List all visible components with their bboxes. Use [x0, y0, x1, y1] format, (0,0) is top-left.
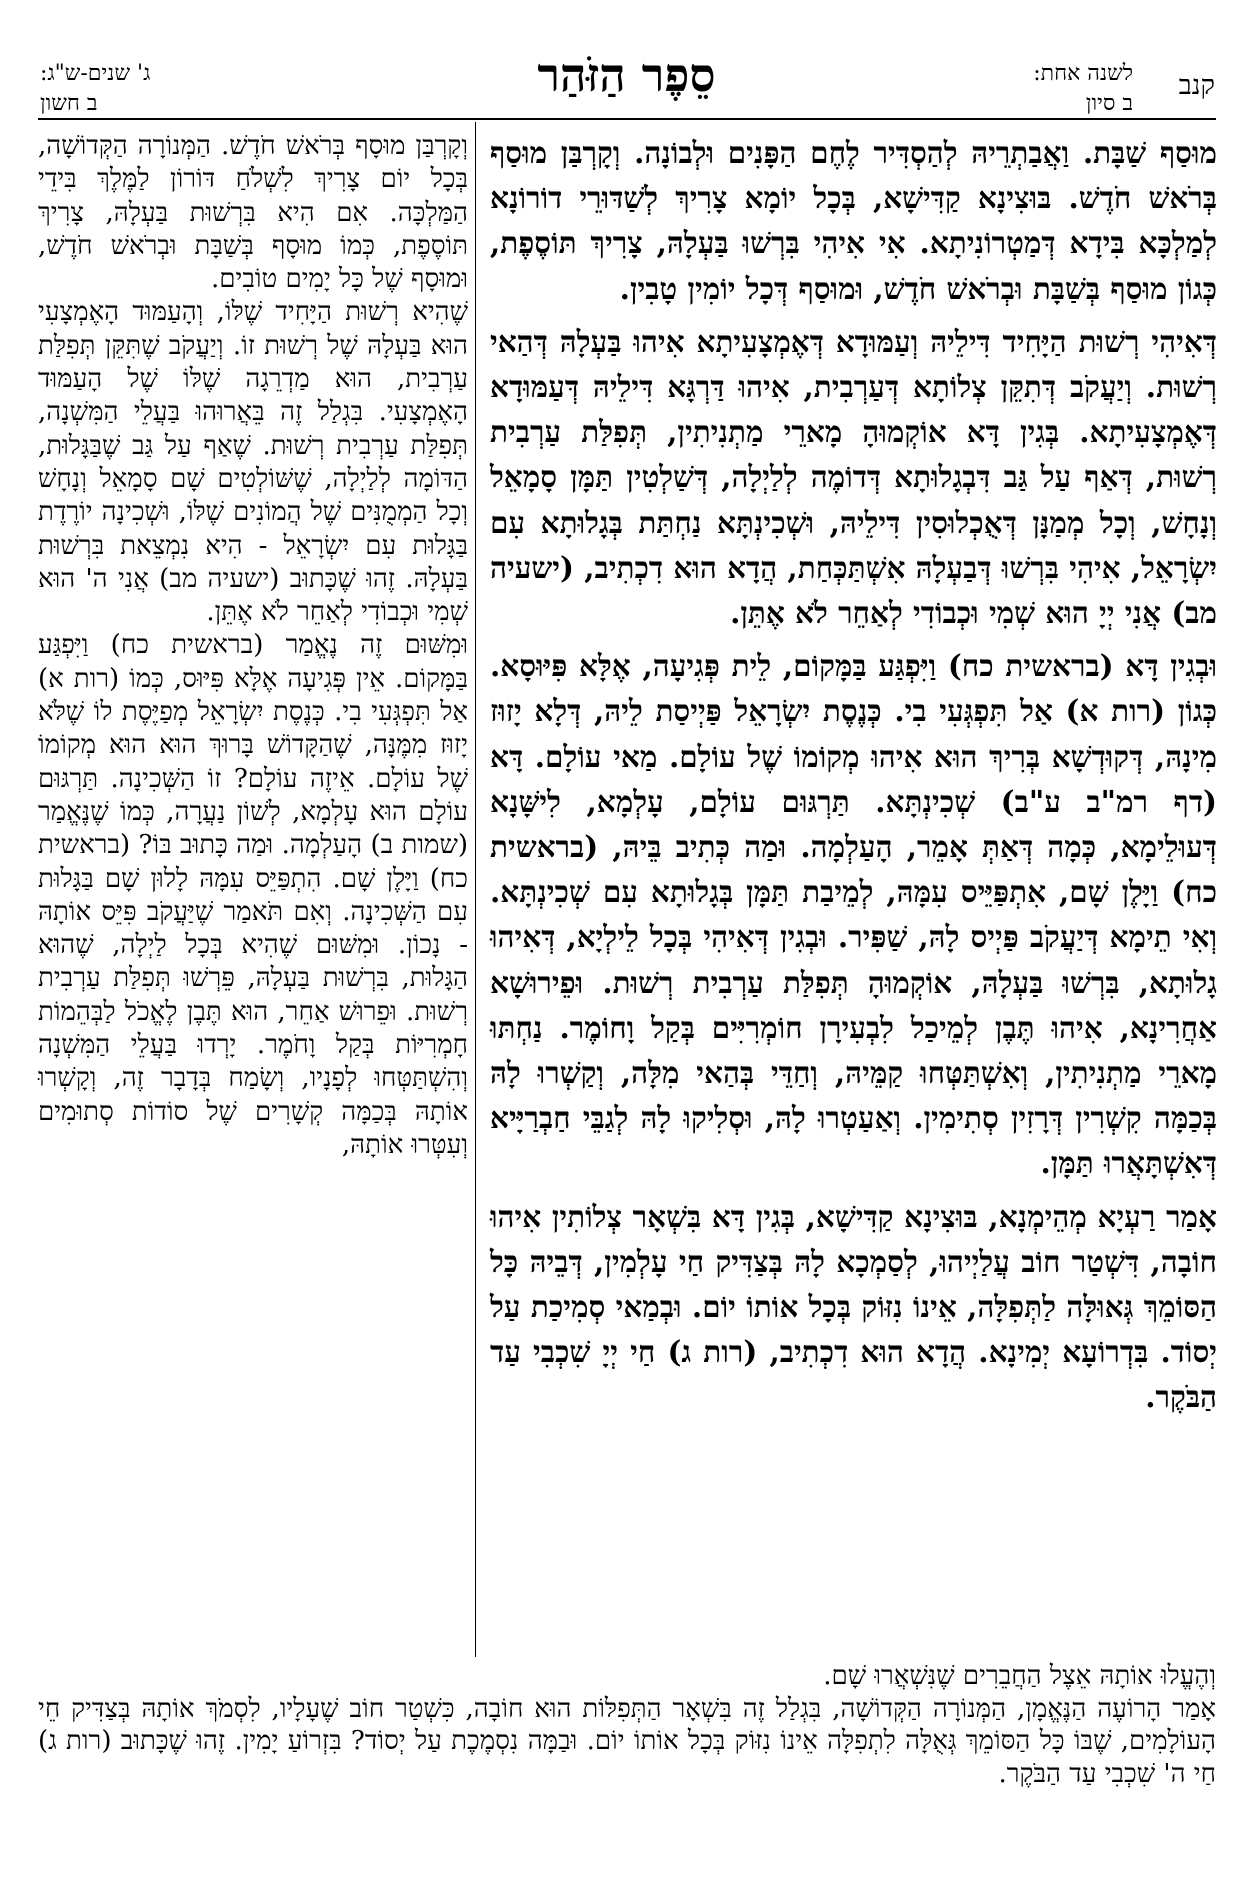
main-paragraph: מוּסַף שַׁבָּת. וַאֲבַתְרֵיהּ לְהַסְדִּיר לֶחֶם הַפָּנִים וּלְבוֹנָה. וְקָרְבַּן מוּסַף בְּרֹאשׁ חֹדֶשׁ. בּוּצִינָא קַדִּישָׁא, בְּכָל יוֹמָא צָרִיךְ לְשַׁדּוּרֵי דוֹרוֹנָא לְמַלְכָּא בִּידָא דְּמַטְרוֹנִיתָא. אִי אִיהִי בִּרְשׁוּ בַּעְלָהּ, צָרִיךְ תּוֹסֶפֶת, כְּגוֹן מוּסַף בְּשַׁבָּת וּבְרֹאשׁ חֹדֶשׁ, וּמוּסַף דְּכָל יוֹמִין טָבִין.	[490, 135, 1217, 306]
page-number: קנב	[1178, 70, 1215, 101]
bottom-paragraph: אָמַר הָרוֹעֶה הַנֶּאֱמָן, הַמְּנוֹרָה הַקְּדוֹשָׁה, בִּגְלַל זֶה בִּשְׁאָר הַתְּפִלּוֹת הוּא חוֹבָה, כִּשְׁטַר חוֹב שֶׁעָלָיו, לִסְמֹךְ אוֹתָהּ בְּצַדִּיק חֵי הָעוֹלָמִים, שֶׁבּוֹ כָּל הַסּוֹמֵךְ גְּאֻלָּה לִתְפִלָּה אֵינוֹ נִזּוֹק בְּכָל אוֹתוֹ יוֹם. וּבַמָּה נִסְמֶכֶת עַל יְסוֹד? בִּזְרוֹעַ יָמִין. זֶהוּ שֶׁכָּתוּב (רות ג) חַי ה' שִׁכְבִי עַד הַבֹּקֶר.	[38, 1693, 1216, 1789]
header-rule	[38, 118, 1216, 120]
three-year-cycle-label: ג' שנים-ש"ג:	[40, 61, 151, 86]
side-paragraph: שֶׁהִיא רְשׁוּת הַיָּחִיד שֶׁלּוֹ, וְהָעַמּוּד הָאֶמְצָעִי הוּא בַּעְלָהּ שֶׁל רְשׁוּת זוֹ. וְיַעֲקֹב שֶׁתִּקֵּן תְּפִלַּת עַרְבִית, הוּא מַדְרֵגָה שֶׁלּוֹ שֶׁל הָעַמּוּד הָאֶמְצָעִי. בִּגְלַל זֶה בֵּאֲרוּהוּ בַּעֲלֵי הַמִּשְׁנָה, תְּפִלַּת עַרְבִית רְשׁוּת. שֶׁאַף עַל גַּב שֶׁבַּגָּלוּת, הַדּוֹמָה לְלַיְלָה, שֶׁשּׁוֹלְטִים שָׁם סָמָאֵל וְנָחָשׁ וְכָל הַמְמֻנִּים שֶׁל הֲמוֹנִים שֶׁלּוֹ, וּשְׁכִינָה יוֹרֶדֶת בַּגָּלוּת עִם יִשְׂרָאֵל - הִיא נִמְצֵאת בִּרְשׁוּת בַּעְלָהּ. זֶהוּ שֶׁכָּתוּב (ישעיה מב) אֲנִי ה' הוּא שְׁמִי וּכְבוֹדִי לְאַחֵר לֹא אֶתֵּן.	[38, 297, 468, 628]
study-date-left: ב חשון	[40, 91, 98, 116]
bottom-translation-block	[38, 1660, 1216, 1790]
main-paragraph: דְּאִיהִי רְשׁוּת הַיָּחִיד דִּילֵיהּ וְעַמּוּדָא דְּאֶמְצָעִיתָא אִיהוּ בַּעְלָהּ דְּהַאי רְשׁוּת. וְיַעֲקֹב דְּתִקֵּן צְלוֹתָא דְּעַרְבִית, אִיהוּ דַּרְגָּא דִּילֵיהּ דְּעַמּוּדָא דְּאֶמְצָעִיתָא. בְּגִין דָּא אוֹקְמוּהָ מָארֵי מַתְנִיתִין, תְּפִלַּת עַרְבִית רְשׁוּת, דְּאַף עַל גַּב דִּבְגָלוּתָא דְּדוֹמֶה לְלַיְלָה, דְּשַׁלְטִין תַּמָּן סָמָאֵל וְנָחָשׁ, וְכָל מְמַנָּן דְּאֻכְלוּסִין דִּילֵיהּ, וּשְׁכִינְתָּא נַחְתַּת בְּגָלוּתָא עִם יִשְׂרָאֵל, אִיהִי בִּרְשׁוּ דְּבַעְלָהּ אִשְׁתַּכְּחַת, הֲדָא הוּא דִכְתִיב, (ישעיה מב) אֲנִי יְיָ הוּא שְׁמִי וּכְבוֹדִי לְאַחֵר לֹא אֶתֵּן.	[490, 323, 1217, 631]
main-paragraph: אָמַר רַעְיָא מְהֵימְנָא, בּוּצִינָא קַדִּישָׁא, בְּגִין דָּא בִּשְׁאָר צְלוֹתִין אִיהוּ חוֹבָה, דִּשְׁטַר חוֹב עֲלַיְיהוּ, לְסַמְכָא לָהּ בְּצַדִּיק חַי עָלְמִין, דְּבֵיהּ כָּל הַסּוֹמֵךְ גְּאוּלָּה לַתְּפִלָּה, אֵינוֹ נִזּוֹק בְּכָל אוֹתוֹ יוֹם. וּבְמַאי סְמִיכַת עַל יְסוֹד. בִּדְרוֹעָא יְמִינָא. הֲדָא הוּא דִכְתִיב, (רות ג) חַי יְיָ שִׁכְבִי עַד הַבֹּקֶר.	[490, 1198, 1217, 1415]
hebrew-translation-column	[38, 130, 468, 1162]
study-date-right: ב סיון	[1085, 91, 1133, 116]
bottom-paragraph: וְהֶעֱלוּ אוֹתָהּ אֵצֶל הַחֲבֵרִים שֶׁנִּשְׁאֲרוּ שָׁם.	[823, 1661, 1216, 1691]
book-title: סֵפֶר הַזֹּהַר	[537, 48, 716, 102]
column-divider	[475, 122, 476, 1657]
main-paragraph: וּבְגִין דָּא (בראשית כח) וַיִּפְגַּע בַּמָּקוֹם, לֵית פְּגִיעָה, אֶלָּא פִּיּוּסָא. כְּגוֹן (רות א) אַל תִּפְגְּעִי בִי. כְּנֶסֶת יִשְׂרָאֵל פַּיְיסַת לֵיהּ, דְּלָא יָזוּז מִינָהּ, דְּקוּדְשָׁא בְּרִיךְ הוּא אִיהוּ מְקוֹמוֹ שֶׁל עוֹלָם. מַאי עוֹלָם. דָּא (דף רמ"ב ע"ב) שְׁכִינְתָּא. תַּרְגּוּם עוֹלָם, עָלְמָא, לִישָּׁנָא דְּעוּלֵימָא, כְּמָה דְּאַתְּ אָמֵר, הָעַלְמָה. וּמַה כְּתִיב בֵּיהּ, (בראשית כח) וַיָּלֶן שָׁם, אִתְפַּיֵּיס עִמָּהּ, לְמֵיבַת תַּמָּן בְּגָלוּתָא עִם שְׁכִינְתָּא. וְאִי תֵימָא דְּיַעֲקֹב פַּיְיס לָהּ, שַׁפִּיר. וּבְגִין דְּאִיהִי בְּכָל לֵילְיָא, דְּאִיהוּ גָלוּתָא, בִּרְשׁוּ בַּעְלָהּ, אוֹקְמוּהָ תְּפִלַּת עַרְבִית רְשׁוּת. וּפֵירוּשָׁא אַחֲרִינָא, אִיהוּ תֶּבֶן לְמֵיכַל לִבְעִירָן חוֹמְרִיִּים בְּקַל וָחוֹמֶר. נַחְתּוּ מָארֵי מַתְנִיתִין, וְאִשְׁתַּטְּחוּ קַמֵּיהּ, וְחַדֵּי בְּהַאי מִלָּה, וְקַשְׁרוּ לָהּ בְּכַמָּה קִשְׁרִין דְּרָזִין סְתִימִין. וְאַעַטְרוּ לָהּ, וּסְלִיקוּ לָהּ לְגַבֵּי חַבְרַיָּיא דְּאִשְׁתָּאֲרוּ תַּמָּן.	[490, 648, 1217, 1181]
side-paragraph: וְקָרְבַּן מוּסָף בְּרֹאשׁ חֹדֶשׁ. הַמְּנוֹרָה הַקְּדוֹשָׁה, בְּכָל יוֹם צָרִיךְ לִשְׁלֹחַ דּוֹרוֹן לַמֶּלֶךְ בִּידֵי הַמַּלְכָּה. אִם הִיא בִּרְשׁוּת בַּעְלָהּ, צָרִיךְ תּוֹסֶפֶת, כְּמוֹ מוּסָף בְּשַׁבָּת וּבְרֹאשׁ חֹדֶשׁ, וּמוּסָף שֶׁל כָּל יָמִים טוֹבִים.	[38, 131, 468, 295]
study-cycle-label: לשנה אחת:	[1033, 61, 1133, 86]
page-header	[0, 0, 1253, 122]
side-paragraph: וּמִשּׁוּם זֶה נֶאֱמַר (בראשית כח) וַיִּפְגַּע בַּמָּקוֹם. אֵין פְּגִיעָה אֶלָּא פִּיּוּס, כְּמוֹ (רות א) אַל תִּפְגְּעִי בִי. כְּנֶסֶת יִשְׂרָאֵל מְפַיֶּסֶת לוֹ שֶׁלֹּא יָזוּז מִמֶּנָּה, שֶׁהַקָּדוֹשׁ בָּרוּךְ הוּא הוּא מְקוֹמוֹ שֶׁל עוֹלָם. אֵיזֶה עוֹלָם? זוֹ הַשְּׁכִינָה. תַּרְגּוּם עוֹלָם הוּא עָלְמָא, לְשׁוֹן נַעֲרָה, כְּמוֹ שֶׁנֶּאֱמַר (שמות ב) הָעַלְמָה. וּמַה כָּתוּב בּוֹ? (בראשית כח) וַיָּלֶן שָׁם. הִתְפַּיֵּס עִמָּהּ לָלוּן שָׁם בַּגָּלוּת עִם הַשְּׁכִינָה. וְאִם תֹּאמַר שֶׁיַּעֲקֹב פִּיֵּס אוֹתָהּ - נָכוֹן. וּמִשּׁוּם שֶׁהִיא בְּכָל לַיְלָה, שֶׁהוּא הַגָּלוּת, בִּרְשׁוּת בַּעְלָהּ, פֵּרְשׁוּ תְּפִלַּת עַרְבִית רְשׁוּת. וּפֵרוּשׁ אַחֵר, הוּא תֶּבֶן לֶאֱכֹל לַבְּהֵמוֹת חָמְרִיּוֹת בְּקַל וָחֹמֶר. יָרְדוּ בַּעֲלֵי הַמִּשְׁנָה וְהִשְׁתַּטְּחוּ לְפָנָיו, וְשָׂמַח בְּדָבָר זֶה, וְקָשְׁרוּ אוֹתָהּ בְּכַמָּה קְשָׁרִים שֶׁל סוֹדוֹת סְתוּמִים וְעִטְּרוּ אוֹתָהּ,	[38, 630, 468, 1160]
aramaic-main-column	[490, 130, 1217, 1428]
